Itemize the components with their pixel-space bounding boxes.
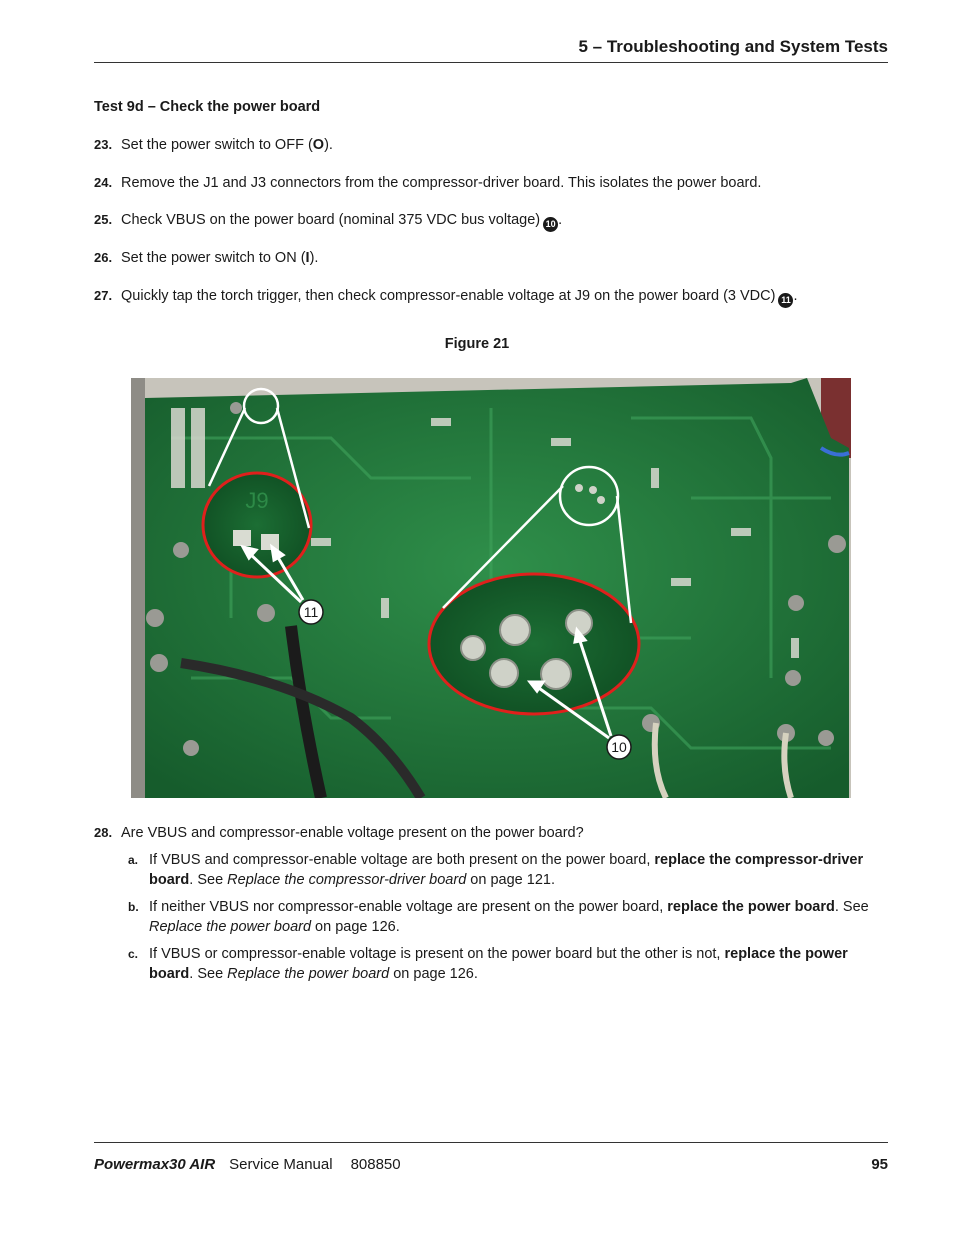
- step-text: Remove the J1 and J3 connectors from the compressor-driver board. This isolates the power board.: [121, 175, 762, 191]
- power-board-illustration: [131, 378, 851, 798]
- answer-text-pre: If VBUS or compressor-enable voltage is present on the power board but the other is not,: [149, 946, 725, 962]
- answer-text-pre: If neither VBUS nor compressor-enable voltage are present on the power board,: [149, 899, 668, 915]
- switch-symbol-on: I: [305, 250, 310, 266]
- answer-text: [149, 945, 889, 984]
- page-number: 95: [871, 1156, 888, 1173]
- step-number: 26.: [94, 250, 113, 265]
- answer-action: replace the power board: [667, 899, 835, 915]
- step-text-post: .: [558, 212, 563, 228]
- step-number: 25.: [94, 212, 113, 227]
- step-text: [121, 135, 333, 155]
- section-title: Test 9d – Check the power board: [94, 99, 321, 115]
- answer-action: replace the power board: [149, 946, 848, 982]
- step-text: [121, 248, 318, 268]
- answer-action: replace the compressor-driver board: [149, 852, 864, 888]
- step-text: [121, 286, 797, 308]
- step-number: 24.: [94, 175, 113, 190]
- answer-reference: Replace the power board: [227, 965, 390, 982]
- step-text-post: ).: [309, 250, 319, 266]
- step-text-pre: Check VBUS on the power board (nominal 375 VDC bus voltage): [121, 212, 541, 228]
- power-board-photo: [131, 378, 851, 798]
- step-text-pre: Set the power switch to ON (: [121, 250, 306, 266]
- manual-type: Service Manual: [229, 1156, 333, 1173]
- callout-10-icon: 10: [543, 217, 558, 232]
- part-number: 808850: [350, 1156, 401, 1173]
- step-text-pre: Set the power switch to OFF (: [121, 137, 313, 153]
- vbus-highlight: [429, 574, 639, 714]
- answer-text-pre: If VBUS and compressor-enable voltage are both present on the power board,: [149, 852, 655, 868]
- answer-reference: Replace the power board: [149, 918, 312, 935]
- switch-symbol-off: O: [312, 137, 325, 153]
- step-text: [121, 210, 562, 232]
- answer-letter: c.: [128, 947, 139, 961]
- step-number: 27.: [94, 288, 113, 303]
- header-divider: [94, 62, 888, 63]
- answer-letter: a.: [128, 853, 139, 867]
- footer-divider: [94, 1142, 888, 1143]
- step-text-post: .: [793, 288, 798, 304]
- answer-reference: Replace the compressor-driver board: [227, 871, 467, 888]
- step-number: 23.: [94, 137, 113, 152]
- answer-text-see: . See: [834, 899, 869, 915]
- answer-letter: b.: [128, 900, 139, 914]
- answer-text-see: . See: [189, 871, 228, 888]
- answer-text: [149, 851, 889, 890]
- figure-callout-10-label: 10: [611, 739, 627, 755]
- figure-label: Figure 21: [444, 336, 510, 352]
- step-text-pre: Quickly tap the torch trigger, then check compressor-enable voltage at J9 on the power board (3 VDC): [121, 288, 776, 304]
- callout-11-icon: 11: [778, 293, 793, 308]
- step-number: 28.: [94, 825, 113, 840]
- answer-text-see: . See: [189, 965, 228, 982]
- answer-page: on page 121.: [466, 871, 555, 888]
- j9-silkscreen-label: J9: [245, 488, 269, 513]
- product-name: Powermax30 AIR: [94, 1156, 216, 1173]
- footer-info: [94, 1156, 401, 1173]
- figure-callout-11-label: 11: [303, 604, 319, 620]
- chapter-title: 5 – Troubleshooting and System Tests: [578, 37, 888, 56]
- step-text-post: ).: [324, 137, 333, 153]
- answer-text: [149, 898, 889, 937]
- step-text: Are VBUS and compressor-enable voltage present on the power board?: [121, 825, 584, 841]
- answer-page: on page 126.: [389, 965, 478, 982]
- answer-page: on page 126.: [311, 918, 400, 935]
